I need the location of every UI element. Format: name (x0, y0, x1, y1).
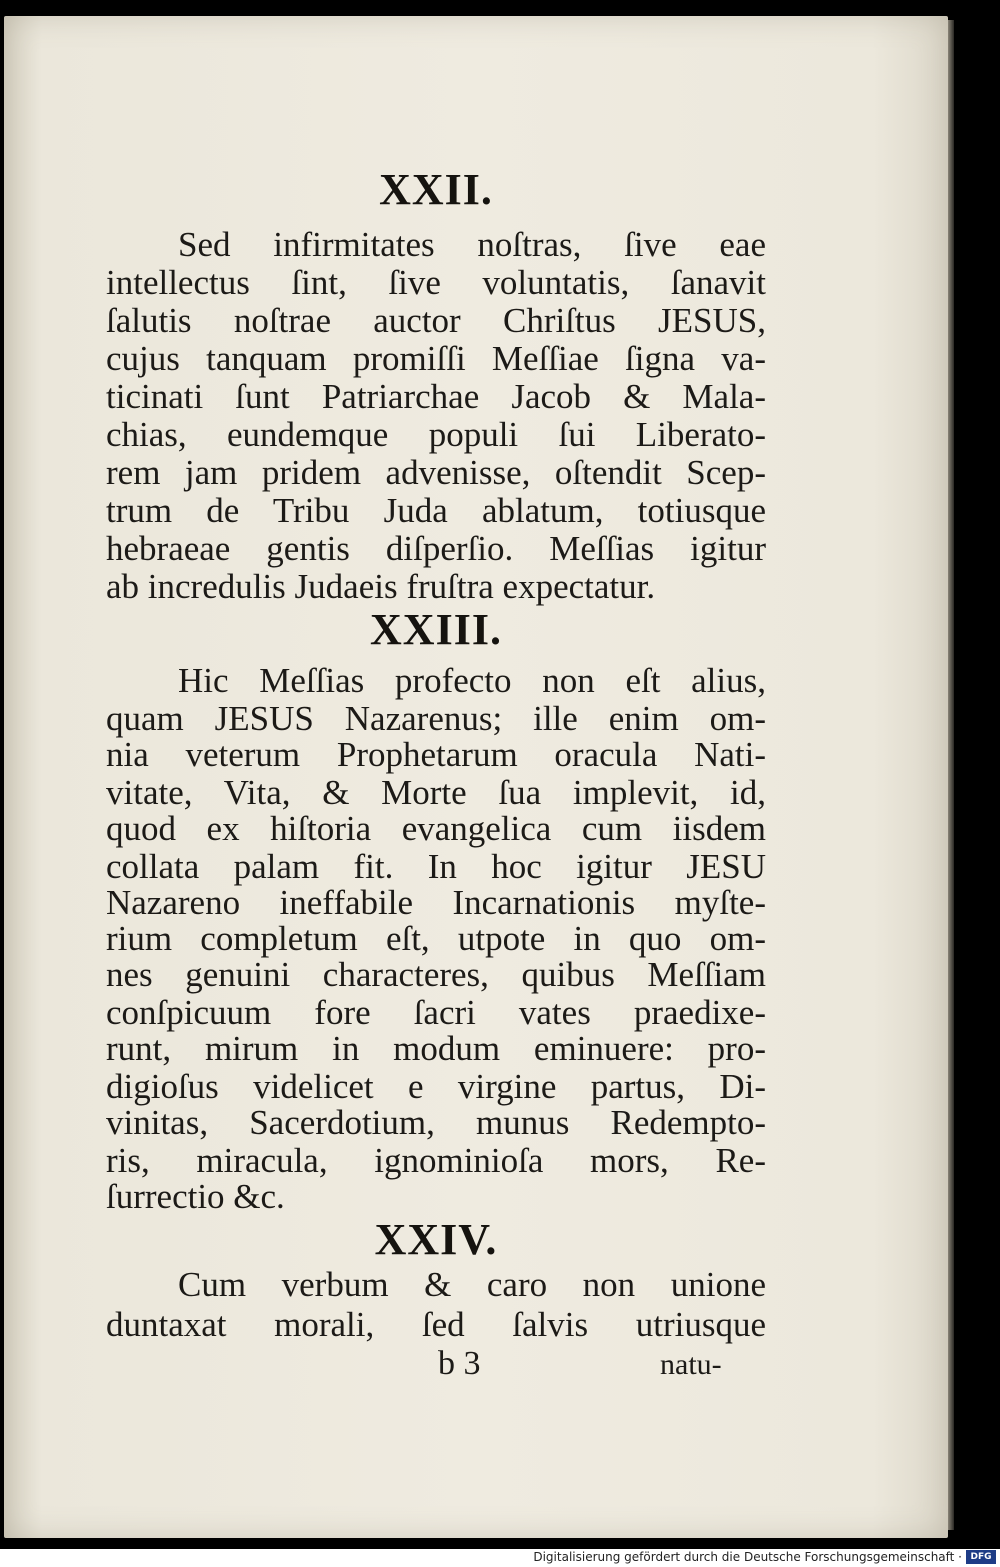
signature-mark: b 3 (438, 1345, 481, 1382)
text-line: ticinati ſunt Patriarchae Jacob & Mala- (106, 377, 766, 416)
section-heading-xxii: XXII. (379, 165, 493, 214)
text-line: runt, mirum in modum eminuere: pro- (106, 1029, 766, 1068)
footer-credit: Digitalisierung gefördert durch die Deutsche Forschungsgemeinschaft · (533, 1550, 962, 1564)
text-line: rem jam pridem advenisse, oſtendit Scep- (106, 453, 766, 492)
text-line: nes genuini characteres, quibus Meſſiam (106, 955, 766, 994)
text-line: hebraeae gentis diſperſio. Meſſias igitur (106, 529, 766, 568)
text-line: quam JESUS Nazarenus; ille enim om- (106, 699, 766, 738)
text-line: Cum verbum & caro non unione (178, 1265, 766, 1304)
text-line: cujus tanquam promiſſi Meſſiae ſigna va- (106, 339, 766, 378)
section-heading-xxiv: XXIV. (374, 1215, 498, 1264)
text-line: duntaxat morali, ſed ſalvis utriusque (106, 1305, 766, 1344)
page-edge (948, 20, 954, 1530)
text-line: vitate, Vita, & Morte ſua implevit, id, (106, 773, 766, 812)
text-line: vinitas, Sacerdotium, munus Redempto- (106, 1103, 766, 1142)
text-line: collata palam fit. In hoc igitur JESU (106, 847, 766, 886)
text-line: ſalutis noſtrae auctor Chriſtus JESUS, (106, 301, 766, 340)
text-line: ris, miracula, ignominioſa mors, Re- (106, 1141, 766, 1180)
text-line: Sed infirmitates noſtras, ſive eae (178, 225, 766, 264)
text-line: conſpicuum fore ſacri vates praedixe- (106, 993, 766, 1032)
text-line: digioſus videlicet e virgine partus, Di- (106, 1067, 766, 1106)
text-line: rium completum eſt, utpote in quo om- (106, 919, 766, 958)
text-line: chias, eundemque populi ſui Liberato- (106, 415, 766, 454)
dfg-logo-icon: DFG (966, 1550, 996, 1564)
text-line: Hic Meſſias profecto non eſt alius, (178, 661, 766, 700)
text-line: Nazareno ineffabile Incarnationis myſte- (106, 883, 766, 922)
catchword: natu- (660, 1348, 722, 1381)
text-line: ſurrectio &c. (106, 1177, 285, 1216)
text-line: trum de Tribu Juda ablatum, totiusque (106, 491, 766, 530)
section-heading-xxiii: XXIII. (370, 605, 502, 654)
text-line: quod ex hiſtoria evangelica cum iisdem (106, 809, 766, 848)
text-line: ab incredulis Judaeis fruſtra expectatur. (106, 567, 656, 606)
text-line: intellectus ſint, ſive voluntatis, ſanavit (106, 263, 766, 302)
text-line: nia veterum Prophetarum oracula Nati- (106, 735, 766, 774)
